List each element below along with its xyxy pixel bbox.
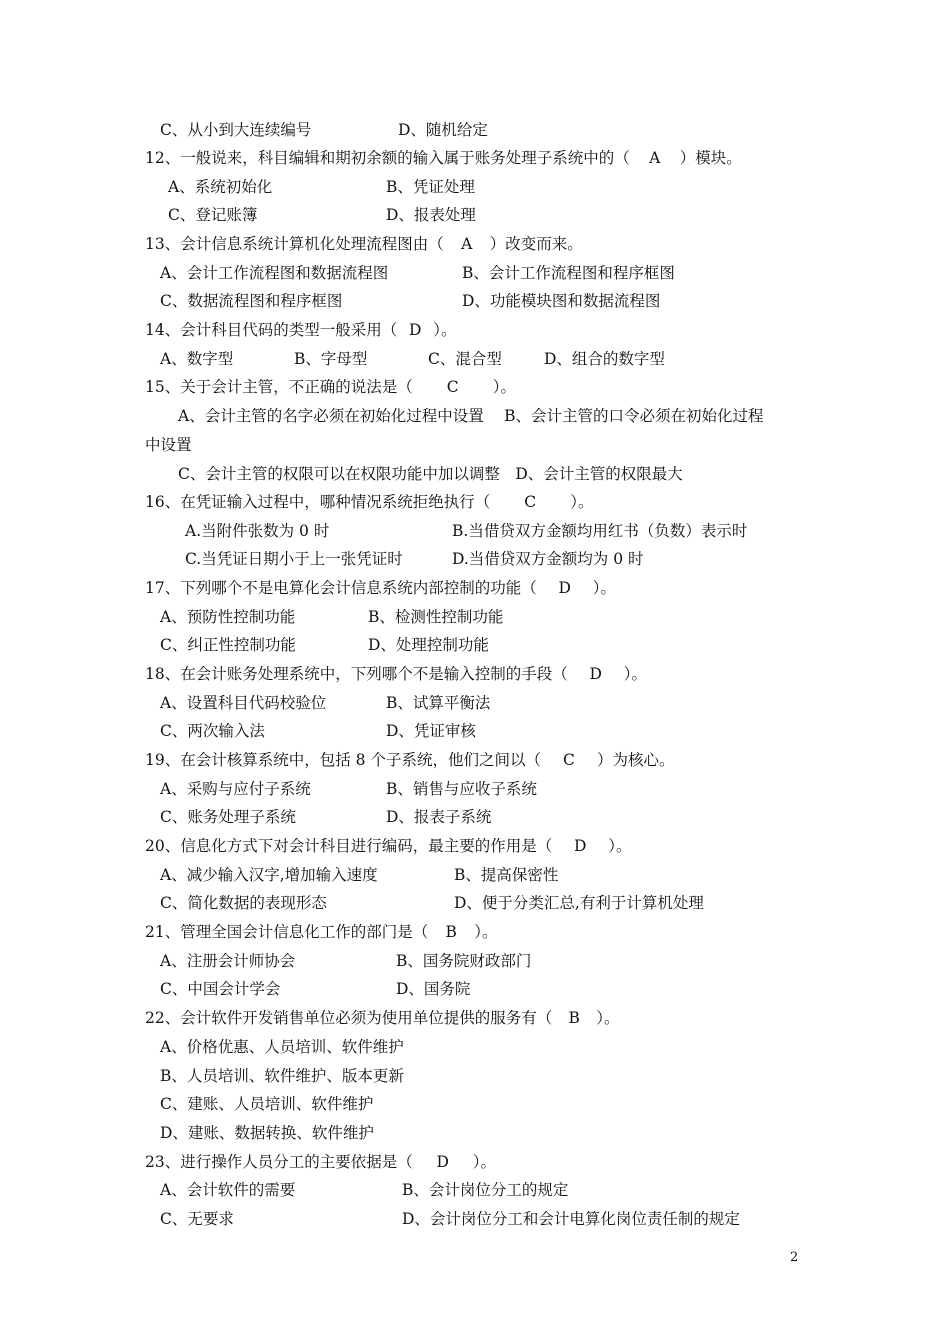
- q19-option-b: B、销售与应收子系统: [386, 780, 537, 798]
- question-20: 20、信息化方式下对会计科目进行编码，最主要的作用是（ D ）。: [145, 837, 632, 855]
- q13-option-c: C、数据流程图和程序框图: [160, 292, 343, 310]
- q20-option-b: B、提高保密性: [454, 866, 559, 884]
- answer: D: [574, 837, 587, 855]
- question-12: 12、一般说来，科目编辑和期初余额的输入属于账务处理子系统中的（ A ）模块。: [145, 149, 742, 167]
- q23-option-a: A、会计软件的需要: [160, 1181, 296, 1199]
- answer: C: [524, 493, 537, 511]
- answer: B: [568, 1009, 580, 1027]
- q18-option-b: B、试算平衡法: [386, 694, 491, 712]
- question-13: 13、会计信息系统计算机化处理流程图由（ A ）改变而来。: [145, 235, 583, 253]
- q19-option-d: D、报表子系统: [386, 808, 492, 826]
- q22-option-d: D、建账、数据转换、软件维护: [160, 1124, 374, 1142]
- q18-option-c: C、两次输入法: [160, 722, 265, 740]
- q17-option-b: B、检测性控制功能: [368, 608, 504, 626]
- q11-option-d: D、随机给定: [398, 121, 488, 139]
- q19-option-c: C、账务处理子系统: [160, 808, 296, 826]
- q20-option-d: D、便于分类汇总,有利于计算机处理: [454, 894, 704, 912]
- q12-option-a: A、系统初始化: [168, 178, 273, 196]
- q23-option-c: C、无要求: [160, 1210, 234, 1228]
- answer: C: [563, 751, 575, 769]
- q19-option-a: A、采购与应付子系统: [160, 780, 311, 798]
- q16-option-d: D.当借贷双方金额均为 0 时: [452, 550, 644, 568]
- q21-option-a: A、注册会计师协会: [160, 952, 296, 970]
- question-17: 17、下列哪个不是电算化会计信息系统内部控制的功能（ D ）。: [145, 579, 616, 597]
- question-22: 22、会计软件开发销售单位必须为使用单位提供的服务有（ B ）。: [145, 1009, 620, 1027]
- q16-option-c: C.当凭证日期小于上一张凭证时: [185, 550, 403, 568]
- q16-option-b: B.当借贷双方金额均用红书（负数）表示时: [452, 522, 748, 540]
- q22-option-a: A、价格优惠、人员培训、软件维护: [160, 1038, 404, 1056]
- question-23: 23、进行操作人员分工的主要依据是（ D ）。: [145, 1153, 496, 1171]
- answer: D: [436, 1153, 449, 1171]
- q13-option-a: A、会计工作流程图和数据流程图: [160, 264, 389, 282]
- q18-option-d: D、凭证审核: [386, 722, 476, 740]
- answer: D: [558, 579, 571, 597]
- answer: A: [461, 235, 473, 253]
- q21-option-b: B、国务院财政部门: [396, 952, 532, 970]
- q11-option-c: C、从小到大连续编号: [160, 121, 312, 139]
- answer: C: [446, 378, 459, 396]
- q13-option-b: B、会计工作流程图和程序框图: [462, 264, 675, 282]
- q14-option-c: C、混合型: [428, 350, 502, 368]
- q16-option-a: A.当附件张数为 0 时: [185, 522, 330, 540]
- q15-options-ab: A、会计主管的名字必须在初始化过程中设置 B、会计主管的口令必须在初始化过程: [178, 407, 764, 425]
- q17-option-a: A、预防性控制功能: [160, 608, 296, 626]
- answer: D: [589, 665, 602, 683]
- q20-option-c: C、简化数据的表现形态: [160, 894, 327, 912]
- q17-option-d: D、处理控制功能: [368, 636, 489, 654]
- q21-option-d: D、国务院: [396, 980, 471, 998]
- question-14: 14、会计科目代码的类型一般采用（ D ）。: [145, 321, 457, 339]
- answer: B: [445, 923, 457, 941]
- q14-option-b: B、字母型: [294, 350, 368, 368]
- q22-option-b: B、人员培训、软件维护、版本更新: [160, 1067, 404, 1085]
- q12-option-d: D、报表处理: [386, 206, 476, 224]
- question-21: 21、管理全国会计信息化工作的部门是（ B ）。: [145, 923, 498, 941]
- q23-option-d: D、会计岗位分工和会计电算化岗位责任制的规定: [402, 1210, 740, 1228]
- q12-option-c: C、登记账簿: [168, 206, 258, 224]
- q23-option-b: B、会计岗位分工的规定: [402, 1181, 569, 1199]
- q15-options-ab-cont: 中设置: [145, 436, 192, 454]
- q21-option-c: C、中国会计学会: [160, 980, 281, 998]
- q14-option-a: A、数字型: [160, 350, 234, 368]
- q13-option-d: D、功能模块图和数据流程图: [462, 292, 661, 310]
- q18-option-a: A、设置科目代码校验位: [160, 694, 327, 712]
- q14-option-d: D、组合的数字型: [544, 350, 665, 368]
- q20-option-a: A、减少输入汉字,增加输入速度: [160, 866, 378, 884]
- page-number: 2: [790, 1250, 799, 1265]
- q17-option-c: C、纠正性控制功能: [160, 636, 296, 654]
- answer: A: [649, 149, 661, 167]
- q22-option-c: C、建账、人员培训、软件维护: [160, 1095, 374, 1113]
- question-18: 18、在会计账务处理系统中，下列哪个不是输入控制的手段（ D ）。: [145, 665, 647, 683]
- q12-option-b: B、凭证处理: [386, 178, 475, 196]
- question-text: 12、一般说来，科目编辑和期初余额的输入属于账务处理子系统中的（: [145, 149, 630, 167]
- answer: D: [409, 321, 422, 339]
- question-19: 19、在会计核算系统中，包括 8 个子系统，他们之间以（ C ）为核心。: [145, 751, 675, 769]
- question-15: 15、关于会计主管，不正确的说法是（ C ）。: [145, 378, 516, 396]
- question-16: 16、在凭证输入过程中，哪种情况系统拒绝执行（ C ）。: [145, 493, 594, 511]
- q15-options-cd: C、会计主管的权限可以在权限功能中加以调整 D、会计主管的权限最大: [178, 465, 683, 483]
